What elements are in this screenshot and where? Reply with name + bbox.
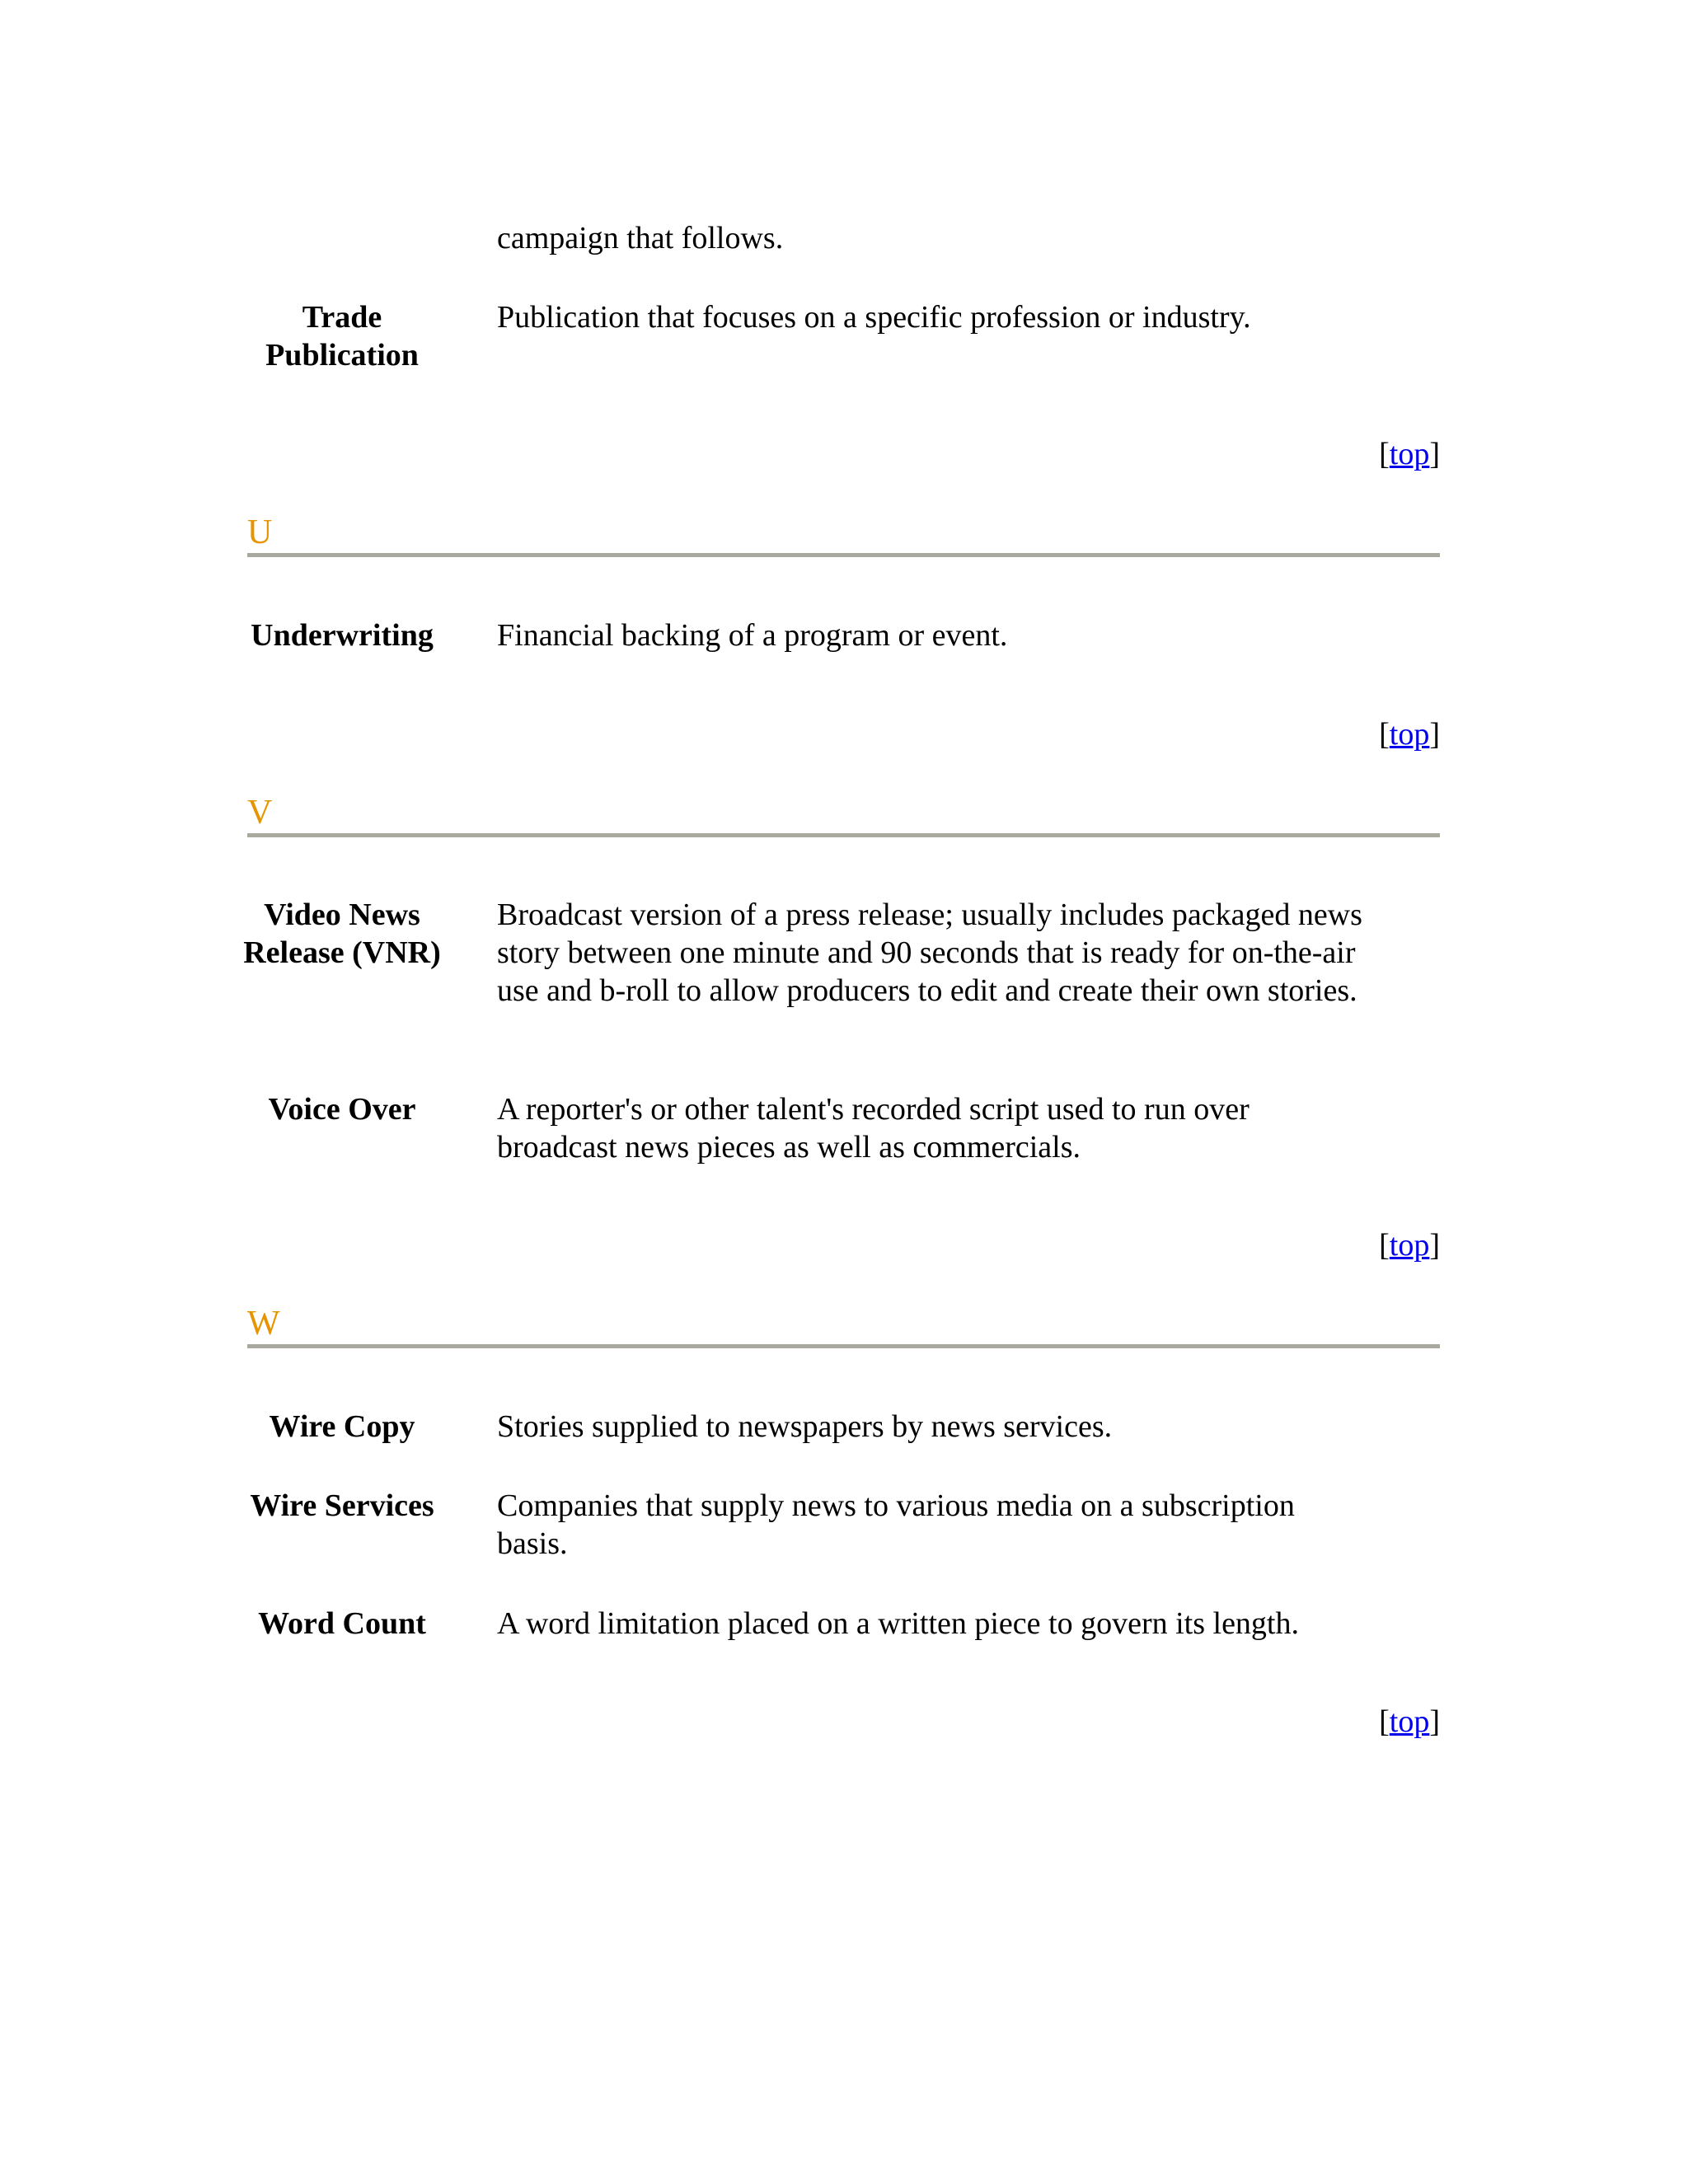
top-link[interactable]: top [1389,1704,1430,1739]
definition-video-news-release: Broadcast version of a press release; usually includes packaged news story between one minute and 90 seconds that is ready for on-the-air use and b-roll to allow producers to edit and create their own stories. [497,898,1362,1008]
definition-trade-publication: Publication that focuses on a specific profession or industry. [497,300,1251,335]
definition-wire-copy: Stories supplied to newspapers by news services. [497,1409,1113,1444]
term-wire-copy: Wire Copy [269,1409,415,1444]
back-to-top-4: [top] [1379,1704,1440,1739]
definition-word-count: A word limitation placed on a written piece to govern its length. [497,1606,1299,1641]
section-divider-u [247,553,1440,557]
top-link[interactable]: top [1389,437,1430,471]
term-video-news-release: Video News Release (VNR) [243,898,441,970]
definition-voice-over: A reporter's or other talent's recorded script used to run over broadcast news pieces as well as commercials. [497,1092,1250,1165]
term-voice-over: Voice Over [268,1092,416,1127]
term-wire-services: Wire Services [250,1488,434,1523]
term-trade-publication: Trade Publication [265,300,419,373]
back-to-top-1: [top] [1379,437,1440,471]
section-divider-v [247,833,1440,837]
top-link[interactable]: top [1389,1228,1430,1263]
back-to-top-2: [top] [1379,717,1440,752]
definition-continuation: campaign that follows. [497,221,784,255]
definition-wire-services: Companies that supply news to various media on a subscription basis. [497,1488,1295,1561]
section-letter-w: W [247,1305,280,1343]
term-underwriting: Underwriting [251,618,434,653]
definition-underwriting: Financial backing of a program or event. [497,618,1008,653]
term-word-count: Word Count [258,1606,426,1641]
section-letter-u: U [247,513,273,551]
section-letter-v: V [247,794,273,832]
back-to-top-3: [top] [1379,1228,1440,1263]
top-link[interactable]: top [1389,717,1430,752]
section-divider-w [247,1344,1440,1348]
